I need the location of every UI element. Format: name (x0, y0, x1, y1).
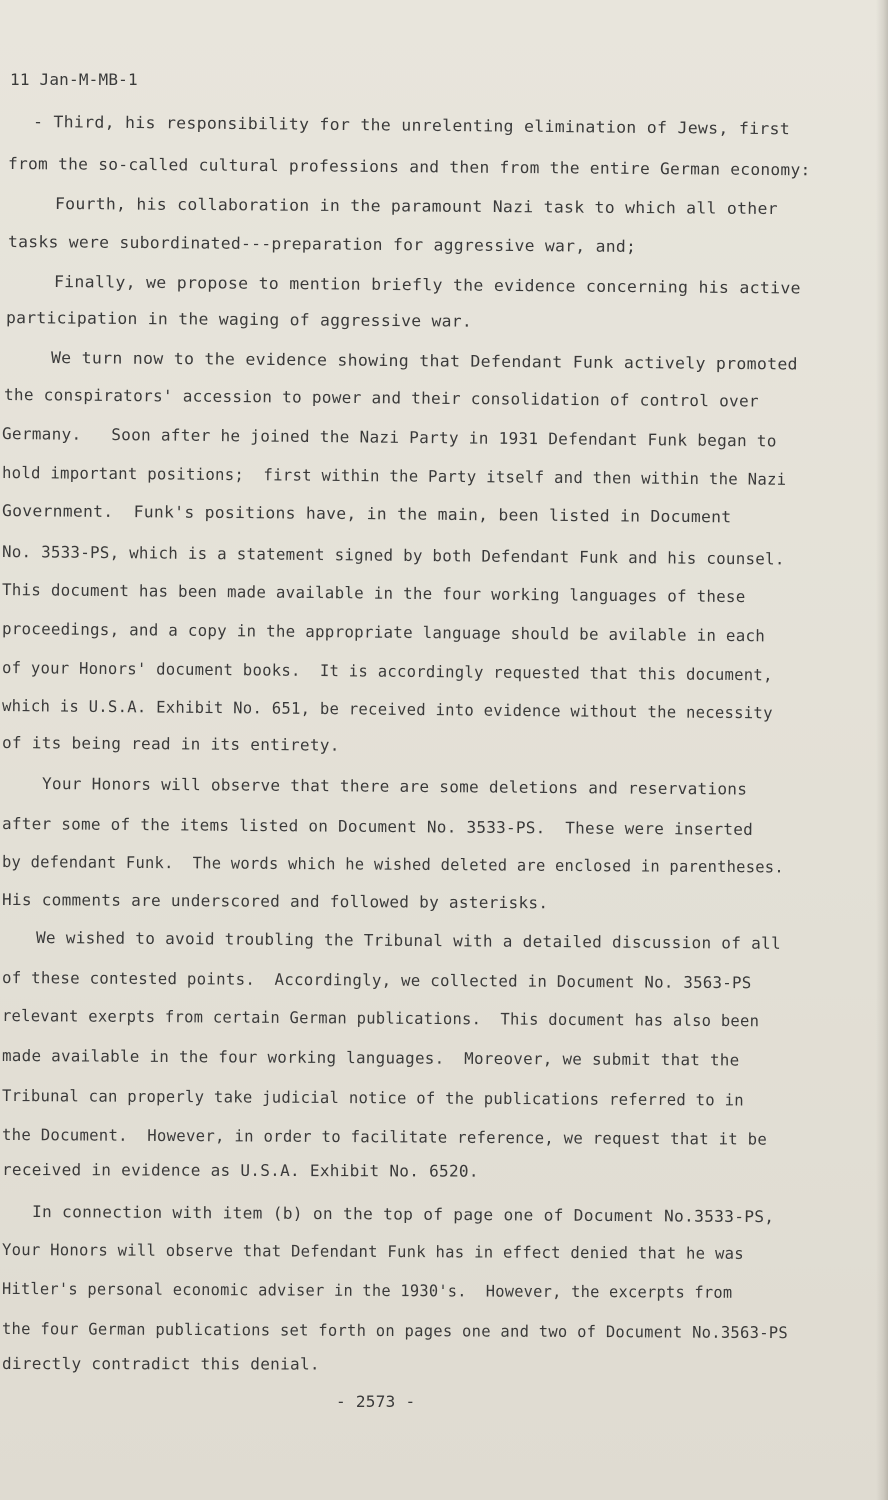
text-line: Your Honors will observe that Defendant Funk has in effect denied that he was (1, 1240, 744, 1263)
text-line: participation in the waging of aggressive war. (5, 308, 473, 331)
text-line: - Third, his responsibility for the unrelenting elimination of Jews, first (32, 112, 791, 139)
text-line: which is U.S.A. Exhibit No. 651, be received into evidence without the necessity (1, 696, 773, 723)
text-line: made available in the four working languages. Moreover, we submit that the (1, 1046, 740, 1070)
text-line: Government. Funk's positions have, in the main, been listed in Document (1, 501, 732, 527)
page-number: - 2573 - (336, 1392, 416, 1411)
text-line: Your Honors will observe that there are some deletions and reservations (41, 774, 748, 799)
text-line: Fourth, his collaboration in the paramount Nazi task to which all other (54, 194, 778, 219)
text-line: Finally, we propose to mention briefly the evidence concerning his active (53, 272, 801, 298)
text-line: relevant exerpts from certain German publications. This document has also been (1, 1006, 760, 1031)
text-line: of its being read in its entirety. (1, 733, 340, 755)
text-line: from the so-called cultural professions and then from the entire German economy: (7, 154, 811, 180)
text-line: the four German publications set forth on pages one and two of Document No.3563-PS (1, 1319, 789, 1343)
text-line: tasks were subordinated---preparation for aggressive war, and; (7, 232, 637, 256)
text-line: We wished to avoid troubling the Tribunal with a detailed discussion of all (35, 928, 782, 953)
text-line: of your Honors' document books. It is accordingly requested that this document, (1, 658, 773, 685)
text-line: Germany. Soon after he joined the Nazi Party in 1931 Defendant Funk began to (1, 424, 777, 451)
text-line: Hitler's personal economic adviser in the 1930's. However, the excerpts from (1, 1279, 733, 1302)
text-line: This document has been made available in the four working languages of these (1, 580, 746, 607)
text-line: proceedings, and a copy in the appropriate language should be avilable in each (1, 619, 766, 646)
text-line: hold important positions; first within the Party itself and then within the Nazi (1, 463, 787, 489)
text-line: We turn now to the evidence showing that Defendant Funk actively promoted (50, 348, 798, 374)
page-edge-shadow (876, 0, 888, 1500)
text-line: by defendant Funk. The words which he wished deleted are enclosed in parentheses. (1, 852, 784, 877)
text-line: directly contradict this denial. (1, 1354, 320, 1374)
text-line: received in evidence as U.S.A. Exhibit No. 6520. (1, 1160, 479, 1181)
text-line: No. 3533-PS, which is a statement signed by both Defendant Funk and his counsel. (1, 542, 785, 569)
text-line: of these contested points. Accordingly, we collected in Document No. 3563-PS (1, 968, 752, 993)
text-line: the conspirators' accession to power and their consolidation of control over (3, 385, 759, 411)
text-line: Tribunal can properly take judicial notice of the publications referred to in (1, 1086, 744, 1110)
text-line: the Document. However, in order to facilitate reference, we request that it be (1, 1125, 768, 1149)
text-line: In connection with item (b) on the top of page one of Document No.3533-PS, (31, 1202, 775, 1227)
document-header: 11 Jan-M-MB-1 (10, 70, 138, 89)
text-line: His comments are underscored and followed by asterisks. (1, 890, 549, 913)
text-line: after some of the items listed on Document No. 3533-PS. These were inserted (1, 814, 754, 839)
